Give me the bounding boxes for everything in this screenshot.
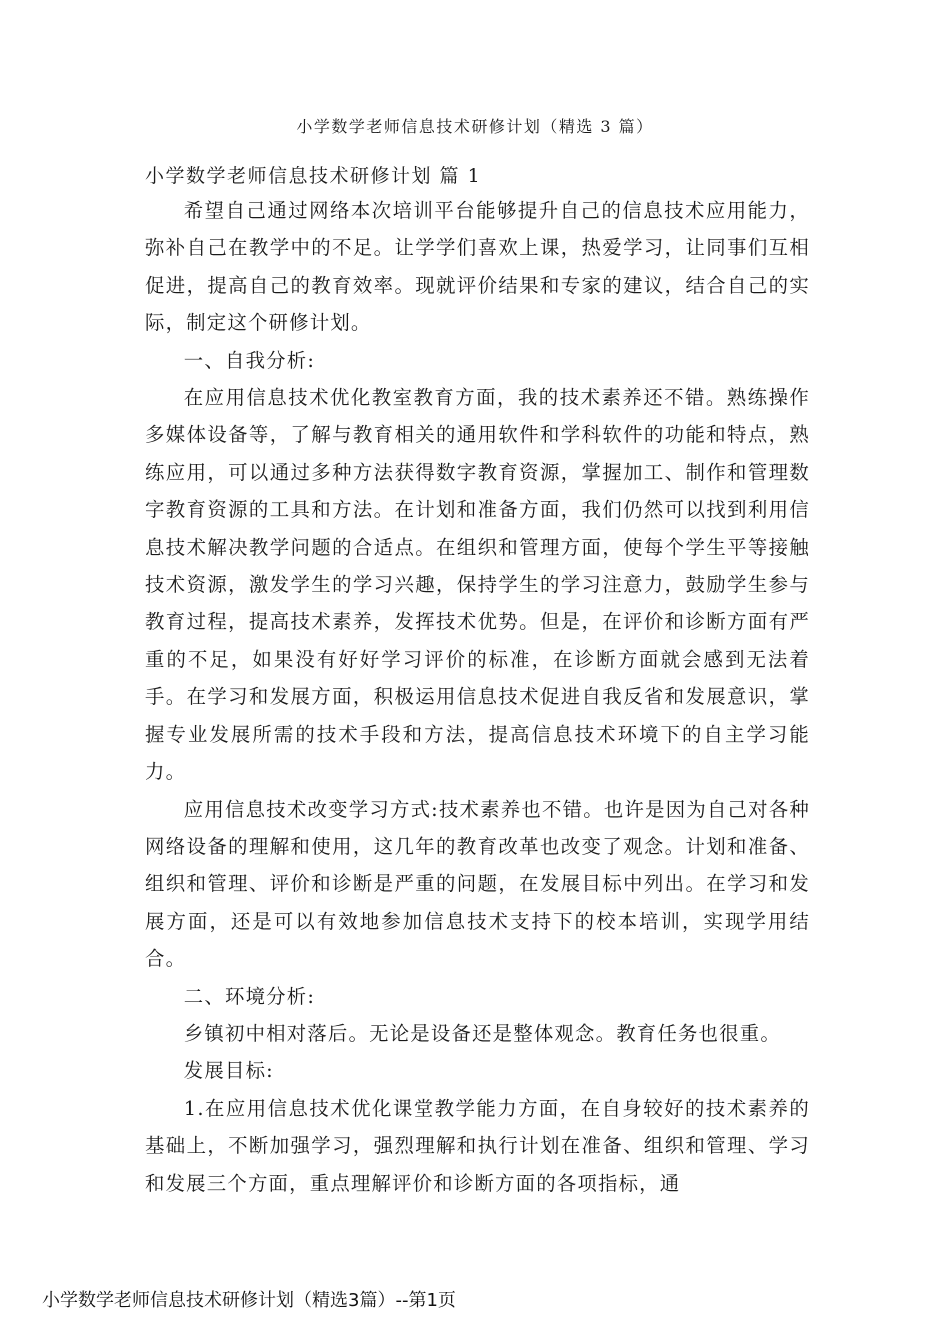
section-heading: 发展目标: xyxy=(183,1059,274,1083)
paragraph: 乡镇初中相对落后。无论是设备还是整体观念。教育任务也很重。 xyxy=(183,1021,781,1045)
page-title: 小学数学老师信息技术研修计划（精选 3 篇） xyxy=(296,117,654,136)
article-title: 小学数学老师信息技术研修计划 篇 1 xyxy=(145,165,482,187)
paragraph: 希望自己通过网络本次培训平台能够提升自己的信息技术应用能力，弥补自己在教学中的不足。让学学们喜欢上课，热爱学习，让同事们互相促进，提高自己的教育效率。现就评价结果和专家的建议，结合自己的实际，制定这个研修计划。 xyxy=(145,199,810,335)
paragraph: 1.在应用信息技术优化课堂教学能力方面，在自身较好的技术素养的基础上，不断加强学习，强烈理解和执行计划在准备、组织和管理、学习和发展三个方面，重点理解评价和诊断方面的各项指标，通 xyxy=(145,1096,810,1195)
section-heading: 一、自我分析: xyxy=(183,348,316,372)
paragraph: 应用信息技术改变学习方式:技术素养也不错。也许是因为自己对各种网络设备的理解和使用，这几年的教育改革也改变了观念。计划和准备、组织和管理、评价和诊断是严重的问题，在发展目标中列出。在学习和发展方面，还是可以有效地参加信息技术支持下的校本培训，实现学用结合。 xyxy=(145,797,810,971)
section-heading: 二、环境分析: xyxy=(183,984,316,1008)
paragraph: 在应用信息技术优化教室教育方面，我的技术素养还不错。熟练操作多媒体设备等，了解与教育相关的通用软件和学科软件的功能和特点，熟练应用，可以通过多种方法获得数字教育资源，掌握加工、制作和管理数字教育资源的工具和方法。在计划和准备方面，我们仍然可以找到利用信息技术解决教学问题的合适点。在组织和管理方面，使每个学生平等接触技术资源，激发学生的学习兴趣，保持学生的学习注意力，鼓励学生参与教育过程，提高技术素养，发挥技术优势。但是，在评价和诊断方面有严重的不足，如果没有好好学习评价的标准，在诊断方面就会感到无法着手。在学习和发展方面，积极运用信息技术促进自我反省和发展意识，掌握专业发展所需的技术手段和方法，提高信息技术环境下的自主学习能力。 xyxy=(145,386,810,784)
document-body xyxy=(145,192,810,1202)
page-footer: 小学数学老师信息技术研修计划（精选3篇）--第1页 xyxy=(42,1290,456,1311)
